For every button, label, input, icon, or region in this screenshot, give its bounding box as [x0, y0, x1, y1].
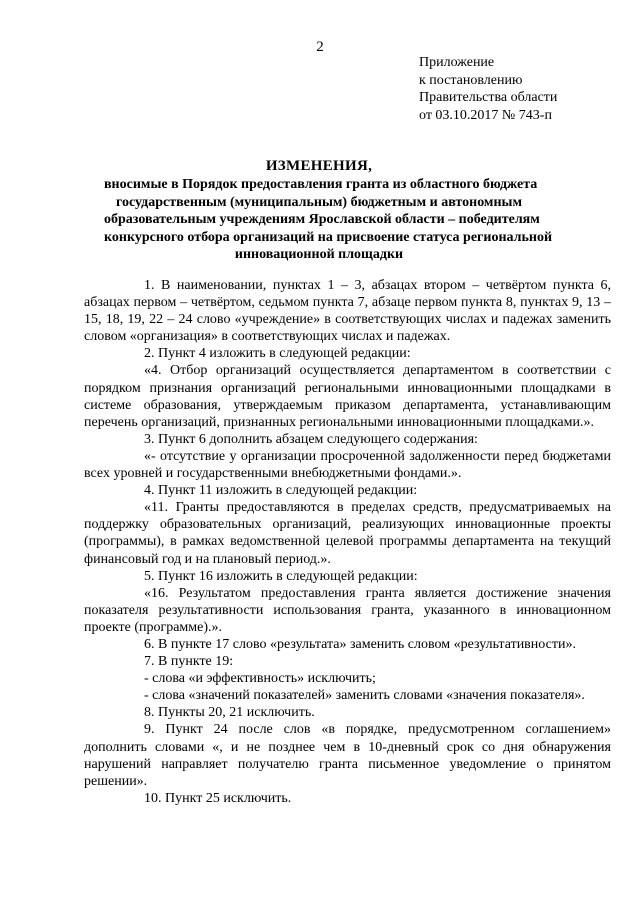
appendix-line: Приложение — [419, 55, 495, 70]
paragraph-item-10: 10. Пункт 25 исключить. — [144, 790, 292, 806]
paragraph-item-7-sub-1: - слова «и эффективность» исключить; — [144, 671, 376, 687]
paragraph-item-5: 5. Пункт 16 изложить в следующей редакции: — [144, 568, 418, 584]
appendix-block — [419, 54, 634, 124]
paragraph-item-3: 3. Пункт 6 дополнить абзацем следующего содержания: — [144, 431, 478, 447]
document-body — [84, 277, 611, 807]
paragraph-item-2: 2. Пункт 4 изложить в следующей редакции: — [144, 346, 411, 362]
paragraph-item-4: 4. Пункт 11 изложить в следующей редакции: — [144, 483, 418, 499]
paragraph-item-8: 8. Пункты 20, 21 исключить. — [144, 705, 315, 721]
paragraph-quote-16: «16. Результатом предоставления гранта является достижение значения показателя результативности использования гранта, указанного в инновационном проекте (программе).». — [84, 585, 611, 635]
paragraph-quote-4: «4. Отбор организаций осуществляется департаментом в соответствии с порядком признания организаций региональными инновационными площадками в системе образования, утверждаемым приказом департамента, устанавливающим перечень организаций, признанных региональными инновационными площадками.». — [84, 363, 611, 430]
title-line: инновационной площадки — [234, 247, 404, 262]
title-line: государственным (муниципальным) бюджетным и автономным — [115, 194, 522, 210]
document-title — [104, 157, 553, 264]
paragraph-item-7-sub-2: - слова «значений показателей» заменить словами «значения показателя». — [144, 688, 585, 704]
paragraph-item-9: 9. Пункт 24 после слов «в порядке, предусмотренном соглашением» дополнить словами «, и не позднее чем в 10-дневный срок со дня обнаружения нарушений направляет получателю гранта письменное уведомление о принятом решении». — [84, 722, 611, 789]
title-line: конкурсного отбора организаций на присвоение статуса региональной — [104, 229, 553, 245]
paragraph-item-6: 6. В пункте 17 слово «результата» заменить словом «результативности». — [144, 636, 576, 652]
paragraph-item-1: 1. В наименовании, пунктах 1 – 3, абзацах втором – четвёртом пункта 6, абзацах первом – четвёртом, седьмом пункта 7, абзаце первом пункта 8, пунктах 9, 13 – 15, 18, 19, 22 – 24 слово «учреждение» в соответствующих числах и падежах заменить словом «организация» в соответствующих числах и падежах. — [84, 278, 611, 345]
paragraph-quote-11: «11. Гранты предоставляются в пределах средств, предусматриваемых на поддержку образовательных организаций, реализующих инновационные проекты (программы), в рамках ведомственной целевой программы департамента на текущий финансовый год и на плановый период.». — [84, 500, 611, 567]
title-line: вносимые в Порядок предоставления гранта из областного бюджета — [104, 177, 538, 192]
page-number: 2 — [316, 39, 324, 55]
title-line: образовательным учреждениям Ярославской области – победителям — [104, 212, 540, 227]
paragraph-quote-6: «- отсутствие у организации просроченной задолженности перед бюджетами всех уровней и государственными внебюджетными фондами.». — [84, 448, 611, 482]
appendix-line: от 03.10.2017 № 743-п — [419, 107, 552, 123]
title-subtitle — [104, 176, 553, 264]
appendix-line: к постановлению — [419, 72, 523, 88]
paragraph-item-7: 7. В пункте 19: — [144, 654, 234, 670]
appendix-line: Правительства области — [419, 90, 558, 105]
title-main: ИЗМЕНЕНИЯ, — [265, 158, 373, 174]
